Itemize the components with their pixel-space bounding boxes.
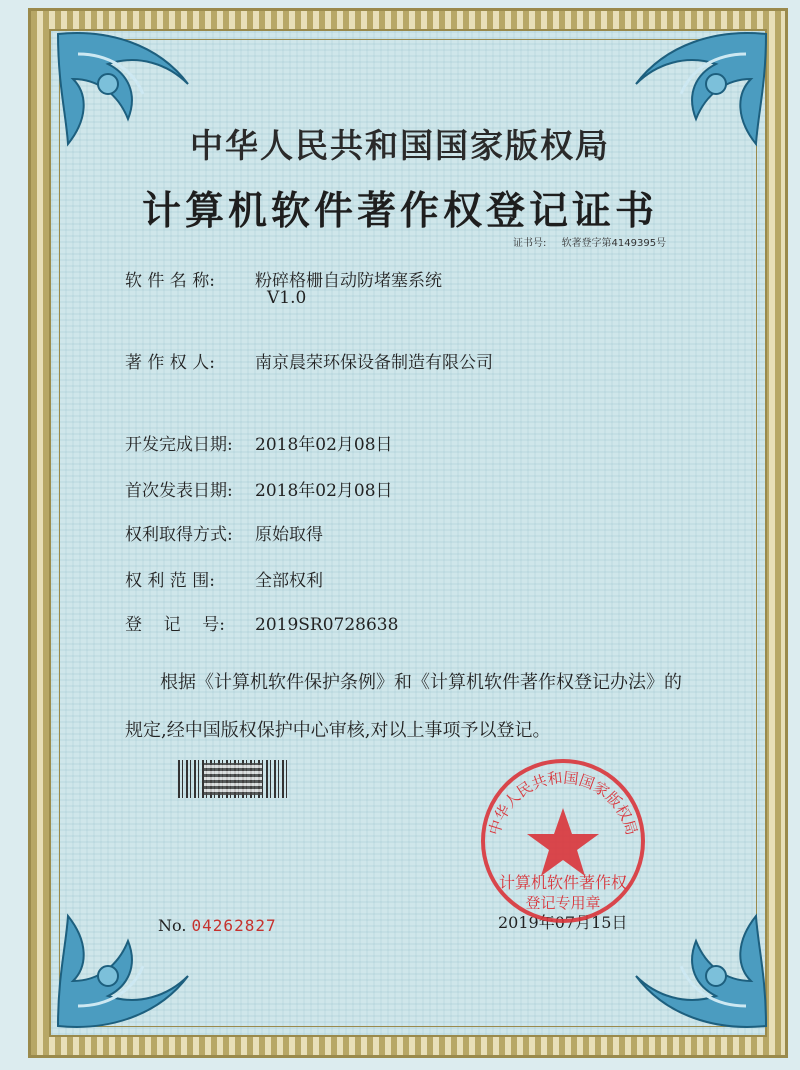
seal-line-2: 登记专用章 — [525, 894, 601, 912]
issue-date: 2019年07月15日 — [498, 913, 628, 932]
seal-ring-text: 中华人民共和国国家版权局 — [485, 768, 641, 838]
legal-basis-line-2: 规定,经中国版权保护中心审核,对以上事项予以登记。 — [125, 720, 551, 741]
publish-date-label: 首次发表日期: — [125, 481, 233, 501]
reg-no-row — [125, 610, 398, 635]
certificate-number-label: 证书号: — [513, 238, 547, 249]
dev-date-label: 开发完成日期: — [125, 435, 233, 455]
scope-label: 权 利 范 围: — [125, 571, 215, 591]
owner-label: 著 作 权 人: — [125, 353, 215, 373]
seal-star-icon — [527, 808, 599, 876]
barcode-icon — [178, 760, 288, 798]
scope-value: 全部权利 — [255, 571, 323, 591]
software-name-value: 粉碎格栅自动防堵塞系统 — [255, 271, 442, 291]
qr-code-icon — [204, 763, 262, 795]
acquire-label: 权利取得方式: — [125, 525, 233, 545]
serial-number — [158, 916, 277, 935]
legal-basis-line-1: 根据《计算机软件保护条例》和《计算机软件著作权登记办法》的 — [160, 672, 682, 693]
certificate-title: 计算机软件著作权登记证书 — [141, 188, 658, 234]
corner-ornament-icon — [626, 906, 776, 1036]
software-version: V1.0 — [267, 288, 307, 308]
scope-row — [125, 566, 323, 591]
acquire-row — [125, 520, 323, 545]
reg-no-value: 2019SR0728638 — [255, 615, 399, 635]
certificate-number — [513, 234, 666, 249]
owner-row — [125, 348, 493, 373]
software-name-label: 软 件 名 称: — [125, 271, 215, 291]
official-seal-icon — [478, 756, 648, 926]
acquire-value: 原始取得 — [255, 525, 323, 545]
dev-date-value: 2018年02月08日 — [255, 435, 393, 455]
seal-line-1: 计算机软件著作权 — [498, 873, 628, 892]
dev-date-row — [125, 430, 393, 455]
owner-value: 南京晨荣环保设备制造有限公司 — [255, 353, 493, 373]
publish-date-value: 2018年02月08日 — [255, 481, 393, 501]
issuer-title: 中华人民共和国国家版权局 — [190, 126, 610, 165]
publish-date-row — [125, 476, 393, 501]
reg-no-label: 登 记 号: — [125, 615, 225, 635]
serial-value: 04262827 — [191, 916, 277, 935]
certificate-number-value: 软著登字第4149395号 — [561, 238, 667, 249]
serial-label: No. — [158, 916, 187, 935]
